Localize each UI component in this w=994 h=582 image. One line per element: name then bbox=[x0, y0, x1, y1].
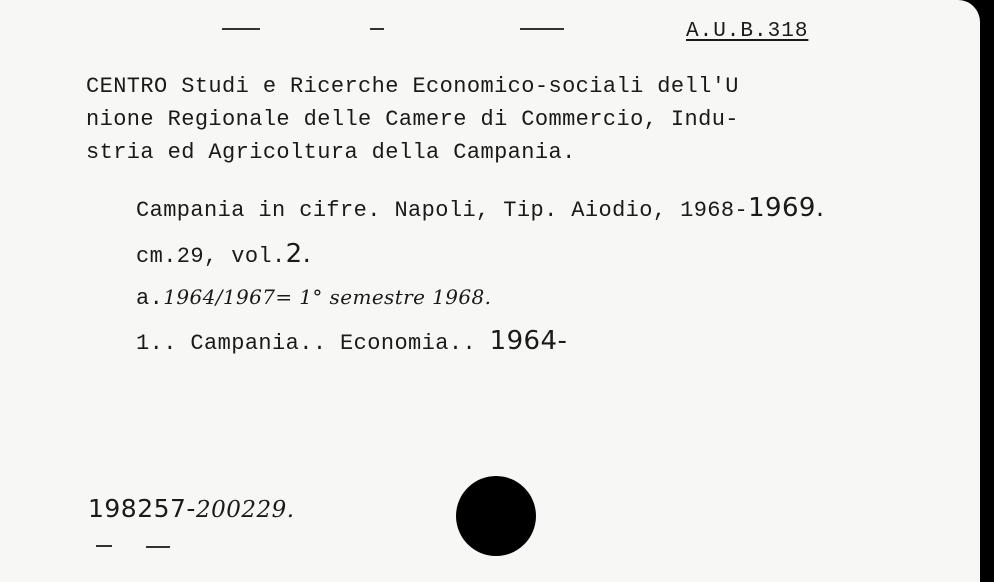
heading-line-1: CENTRO Studi e Ricerche Economico-sociali dell'U bbox=[86, 74, 739, 99]
inventory-number-printed: 198257- bbox=[88, 494, 196, 523]
format-text: cm.29, vol. bbox=[136, 244, 286, 269]
heading-line-2: nione Regionale delle Camere di Commercio, Indu- bbox=[86, 107, 739, 132]
format-line bbox=[136, 239, 311, 269]
holdings-line bbox=[136, 285, 491, 311]
holdings-text: a. bbox=[136, 286, 164, 311]
shelfmark: A.U.B.318 bbox=[686, 20, 809, 43]
format-handwritten-volumes: 2. bbox=[285, 239, 312, 269]
subject-handwritten-year: 1964- bbox=[489, 326, 568, 356]
scan-speck bbox=[146, 546, 170, 548]
punch-hole bbox=[456, 476, 536, 556]
scan-speck bbox=[96, 545, 112, 547]
title-text: Campania in cifre. Napoli, Tip. Aiodio, 1968- bbox=[136, 198, 749, 223]
scan-speck bbox=[520, 28, 564, 30]
inventory-number-handwritten: 200229. bbox=[195, 497, 295, 523]
holdings-handwritten: 1964/1967= 1° semestre 1968. bbox=[163, 285, 492, 309]
card-heading bbox=[86, 70, 906, 169]
subject-line bbox=[136, 326, 567, 356]
scan-speck bbox=[370, 28, 384, 30]
scan-speck bbox=[222, 28, 260, 30]
title-handwritten-year: 1969. bbox=[748, 193, 825, 223]
inventory-number bbox=[88, 494, 295, 523]
title-line bbox=[136, 193, 825, 223]
heading-line-3: stria ed Agricoltura della Campania. bbox=[86, 140, 576, 165]
subject-text: 1.. Campania.. Economia.. bbox=[136, 331, 477, 356]
